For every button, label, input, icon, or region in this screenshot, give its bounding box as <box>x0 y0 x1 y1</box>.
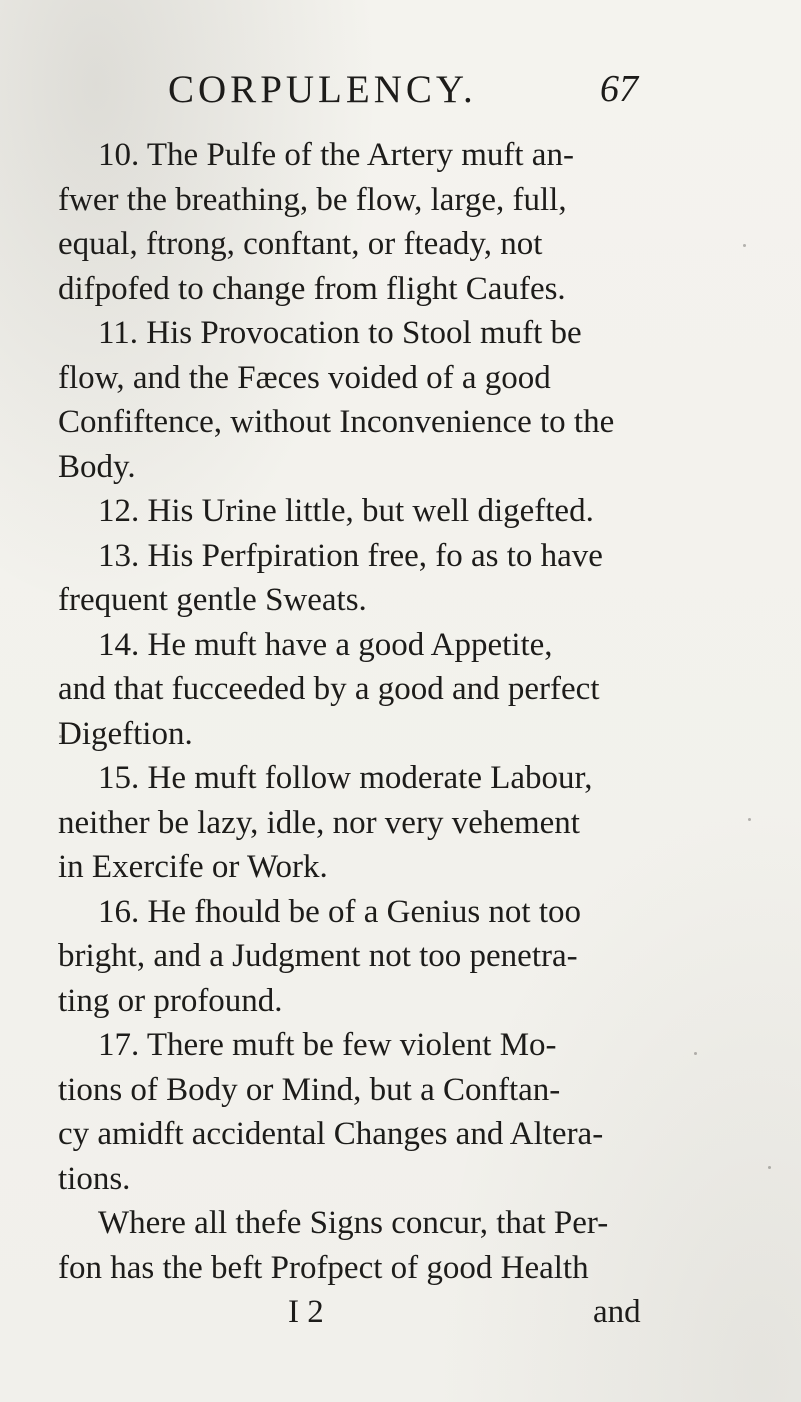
text-line: and that fucceeded by a good and perfect <box>58 671 600 707</box>
signature-mark: I 2 <box>288 1294 324 1330</box>
paragraph-12 <box>58 489 748 534</box>
text-line: difpofed to change from flight Caufes. <box>58 270 566 307</box>
text-line: 14. He muft have a good Appetite, <box>98 626 553 663</box>
text-line: Confiftence, without Inconvenience to the <box>58 404 615 440</box>
text-line: tions of Body or Mind, but a Conftan- <box>58 1071 561 1108</box>
page-header <box>168 70 638 120</box>
text-line: Digeftion. <box>58 715 193 752</box>
text-line: 11. His Provocation to Stool muft be <box>98 315 582 351</box>
ink-speck <box>59 735 62 738</box>
paragraph-10 <box>58 133 748 311</box>
page-footer <box>58 1290 748 1335</box>
text-line: neither be lazy, idle, nor very vehement <box>58 804 580 841</box>
paragraph-13 <box>58 534 748 623</box>
paragraph-conclusion <box>58 1201 748 1290</box>
text-line: 13. His Perfpiration free, fo as to have <box>98 537 603 574</box>
text-line: 15. He muft follow moderate Labour, <box>98 760 593 796</box>
page-number: 67 <box>600 68 638 110</box>
body-text <box>58 133 748 1335</box>
ink-speck <box>748 818 751 821</box>
catchword: and <box>593 1294 641 1330</box>
text-line: 10. The Pulfe of the Artery muft an- <box>98 137 574 173</box>
text-line: 17. There muft be few violent Mo- <box>98 1027 557 1063</box>
text-line: 16. He fhould be of a Genius not too <box>98 893 581 930</box>
ink-speck <box>694 1052 697 1055</box>
text-line: 12. His Urine little, but well digefted. <box>98 493 594 529</box>
text-line: ting or profound. <box>58 982 283 1019</box>
ink-speck <box>768 1166 771 1169</box>
paragraph-16 <box>58 890 748 1024</box>
paragraph-15 <box>58 756 748 890</box>
text-line: in Exercife or Work. <box>58 849 328 885</box>
paragraph-11 <box>58 311 748 489</box>
text-line: frequent gentle Sweats. <box>58 582 367 618</box>
text-line: equal, ftrong, conftant, or fteady, not <box>58 226 543 262</box>
paragraph-14 <box>58 623 748 757</box>
running-title: CORPULENCY. <box>168 68 477 111</box>
text-line: flow, and the Fæces voided of a good <box>58 359 551 396</box>
text-line: bright, and a Judgment not too penetra- <box>58 938 578 974</box>
text-line: fon has the beft Profpect of good Health <box>58 1249 589 1286</box>
text-line: tions. <box>58 1160 131 1197</box>
paragraph-17 <box>58 1023 748 1201</box>
text-line: fwer the breathing, be flow, large, full, <box>58 181 567 218</box>
text-line: cy amidft accidental Changes and Altera- <box>58 1116 604 1152</box>
text-line: Body. <box>58 448 136 485</box>
ink-speck <box>743 244 746 247</box>
text-line: Where all thefe Signs concur, that Per- <box>98 1205 609 1241</box>
